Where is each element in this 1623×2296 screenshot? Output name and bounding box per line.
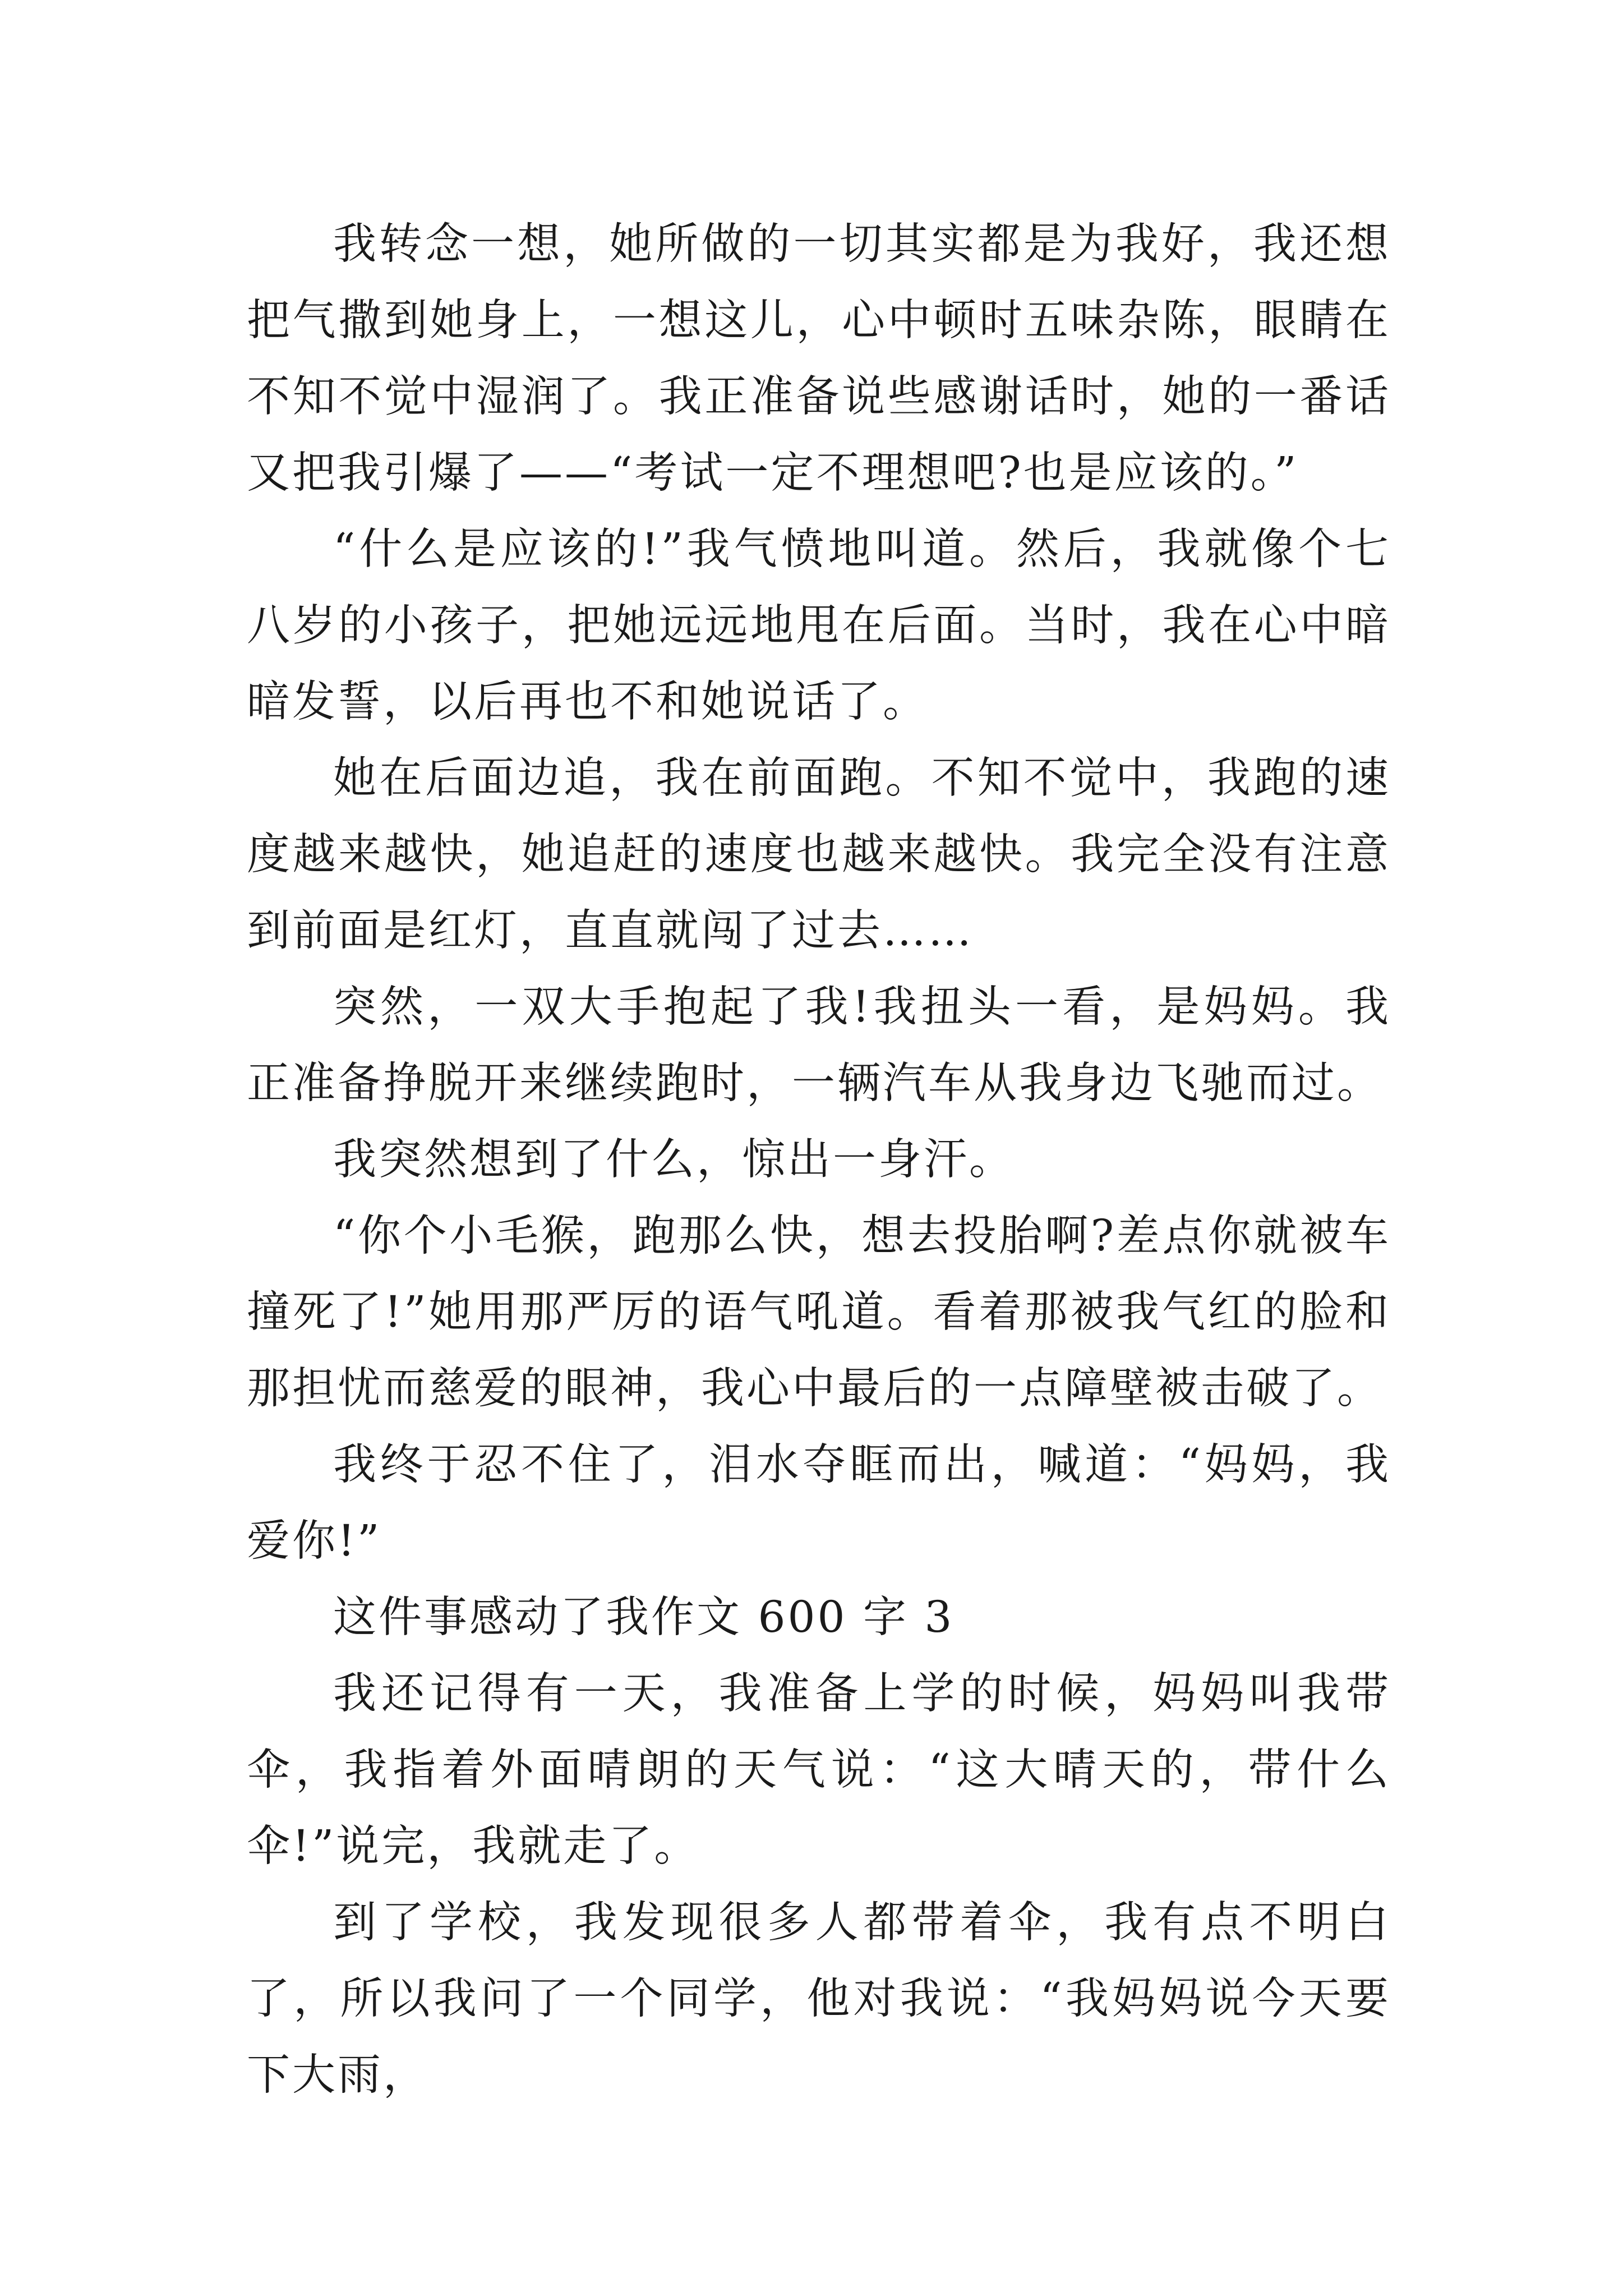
- section-heading: 这件事感动了我作文 600 字 3: [333, 1593, 955, 1642]
- paragraph-1: 我转念一想，她所做的一切其实都是为我好，我还想把气撒到她身上，一想这儿，心中顿时五味杂陈，眼睛在不知不觉中湿润了。我正准备说些感谢话时，她的一番话又把我引爆了——“考试一定不理想吧?也是应该的。”: [247, 219, 1391, 498]
- paragraph-9: 到了学校，我发现很多人都带着伞，我有点不明白了，所以我问了一个同学，他对我说：“我妈妈说今天要下大雨，: [247, 1898, 1391, 2100]
- document-body: [247, 206, 1391, 2114]
- paragraph-8: 我还记得有一天，我准备上学的时候，妈妈叫我带伞，我指着外面晴朗的天气说：“这大晴天的，带什么伞!”说完，我就走了。: [247, 1669, 1391, 1871]
- paragraph-5: 我突然想到了什么，惊出一身汗。: [333, 1135, 1015, 1185]
- paragraph-7: 我终于忍不住了，泪水夺眶而出，喊道：“妈妈，我爱你!”: [247, 1440, 1391, 1566]
- paragraph-3: 她在后面边追，我在前面跑。不知不觉中，我跑的速度越来越快，她追赶的速度也越来越快。我完全没有注意到前面是红灯，直直就闯了过去……: [247, 753, 1391, 956]
- paragraph-4: 突然，一双大手抱起了我!我扭头一看，是妈妈。我正准备挣脱开来继续跑时，一辆汽车从我身边飞驰而过。: [247, 982, 1391, 1108]
- paragraph-2: “什么是应该的!”我气愤地叫道。然后，我就像个七八岁的小孩子，把她远远地甩在后面。当时，我在心中暗暗发誓，以后再也不和她说话了。: [247, 524, 1391, 727]
- paragraph-6: “你个小毛猴，跑那么快，想去投胎啊?差点你就被车撞死了!”她用那严厉的语气吼道。看着那被我气红的脸和那担忧而慈爱的眼神，我心中最后的一点障壁被击破了。: [247, 1211, 1391, 1414]
